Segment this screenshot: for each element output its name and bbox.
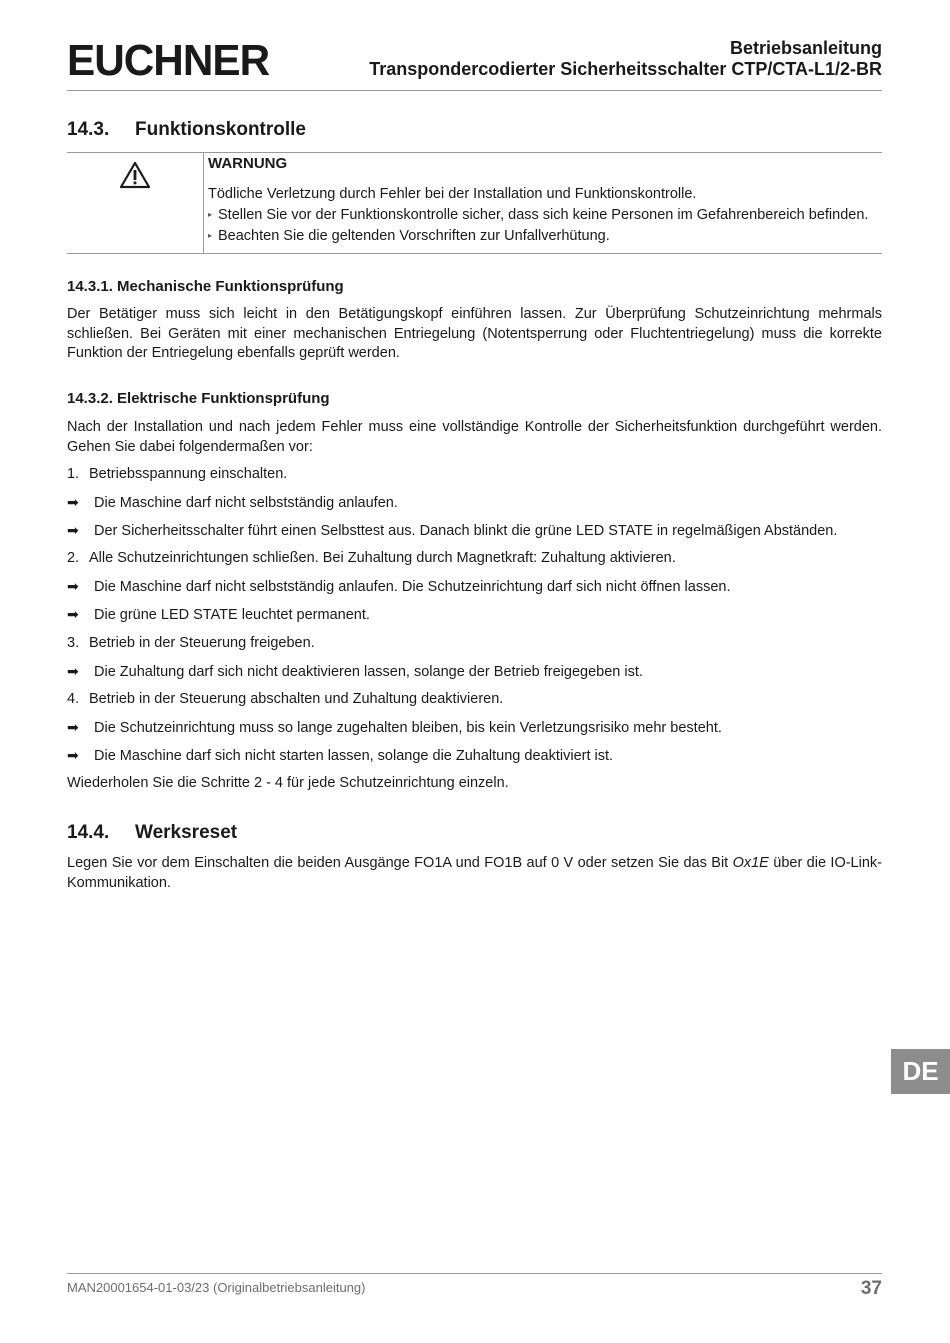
- list-item: ➡ Die Maschine darf nicht selbstständig anlaufen. Die Schutzeinrichtung darf sich nicht öffnen lassen.: [67, 578, 731, 595]
- warning-text: Tödliche Verletzung durch Fehler bei der Installation und Funktionskontrolle.: [208, 186, 697, 202]
- warning-heading: WARNUNG: [208, 155, 288, 172]
- page-number: 37: [860, 1278, 882, 1299]
- footer-document-id: MAN20001654-01-03/23 (Originalbetriebsanleitung): [67, 1280, 366, 1295]
- arrow-right-icon: ➡: [67, 606, 79, 622]
- footer-divider: [67, 1273, 882, 1274]
- warning-triangle-icon: [119, 161, 151, 189]
- list-item: ➡ Die Zuhaltung darf sich nicht deaktivieren lassen, solange der Betrieb freigegeben ist.: [67, 663, 643, 680]
- section-14-3-2-heading: 14.3.2. Elektrische Funktionsprüfung: [67, 390, 330, 407]
- warning-bullet: ▸ Beachten Sie die geltenden Vorschriften zur Unfallverhütung.: [208, 228, 610, 244]
- arrow-right-icon: ➡: [67, 522, 79, 538]
- section-number: 14.4.: [67, 822, 110, 843]
- section-14-4-heading: [67, 822, 237, 844]
- arrow-right-icon: ➡: [67, 494, 79, 510]
- factory-reset-paragraph: Legen Sie vor dem Einschalten die beiden Ausgänge FO1A und FO1B auf 0 V oder setzen Sie das Bit Ox1E über die IO-Link-Kommunikation.: [67, 855, 882, 891]
- section-title: Funktionskontrolle: [135, 119, 306, 140]
- electrical-check-intro: Nach der Installation und nach jedem Fehler muss eine vollständige Kontrolle der Sicherheitsfunktion durchgeführt werden. Gehen Sie dabei folgendermaßen vor:: [67, 419, 882, 455]
- list-item: 3. Betrieb in der Steuerung freigeben.: [67, 635, 315, 651]
- section-14-3-1-heading: 14.3.1. Mechanische Funktionsprüfung: [67, 278, 344, 295]
- document-title-line2: Transpondercodierter Sicherheitsschalter CTP/CTA-L1/2-BR: [369, 59, 882, 79]
- list-item: ➡ Die Maschine darf sich nicht starten lassen, solange die Zuhaltung deaktiviert ist.: [67, 747, 614, 764]
- section-number: 14.3.: [67, 119, 110, 140]
- list-item: ➡ Die Schutzeinrichtung muss so lange zugehalten bleiben, bis kein Verletzungsrisiko mehr besteht.: [67, 719, 722, 736]
- document-title: [369, 38, 882, 80]
- mechanical-check-paragraph: Der Betätiger muss sich leicht in den Betätigungskopf einführen lassen. Zur Überprüfung Schutzeinrichtung mehrmals schließen. Bei Geräten mit einer mechanischen Entriegelung (Notentsperrung oder Fluchtentriegelung) muss die korrekte Funktion der Entriegelung ebenfalls geprüft werden.: [67, 306, 882, 361]
- repeat-steps-note: Wiederholen Sie die Schritte 2 - 4 für jede Schutzeinrichtung einzeln.: [67, 775, 509, 791]
- section-14-3-heading: [67, 119, 306, 141]
- header-divider: [67, 90, 882, 91]
- euchner-logo: EUCHNER: [67, 36, 270, 85]
- document-title-line1: Betriebsanleitung: [729, 38, 882, 58]
- arrow-right-icon: ➡: [67, 663, 79, 679]
- arrow-right-icon: ➡: [67, 719, 79, 735]
- list-item: 2. Alle Schutzeinrichtungen schließen. Bei Zuhaltung durch Magnetkraft: Zuhaltung aktivieren.: [67, 550, 676, 566]
- section-title: Werksreset: [135, 822, 238, 843]
- list-item: 1. Betriebsspannung einschalten.: [67, 466, 288, 482]
- language-tab-de: DE: [891, 1049, 950, 1094]
- list-item: 4. Betrieb in der Steuerung abschalten und Zuhaltung deaktivieren.: [67, 691, 504, 707]
- warning-bullet: ▸ Stellen Sie vor der Funktionskontrolle sicher, dass sich keine Personen im Gefahrenbereich befinden.: [208, 207, 869, 223]
- warning-box: [67, 152, 882, 254]
- list-item: ➡ Die grüne LED STATE leuchtet permanent.: [67, 606, 370, 623]
- arrow-right-icon: ➡: [67, 578, 79, 594]
- list-item: ➡ Der Sicherheitsschalter führt einen Selbsttest aus. Danach blinkt die grüne LED STATE in regelmäßigen Abständen.: [67, 522, 838, 539]
- arrow-right-icon: ➡: [67, 747, 79, 763]
- list-item: ➡ Die Maschine darf nicht selbstständig anlaufen.: [67, 494, 398, 511]
- warning-icon-cell: [67, 153, 204, 253]
